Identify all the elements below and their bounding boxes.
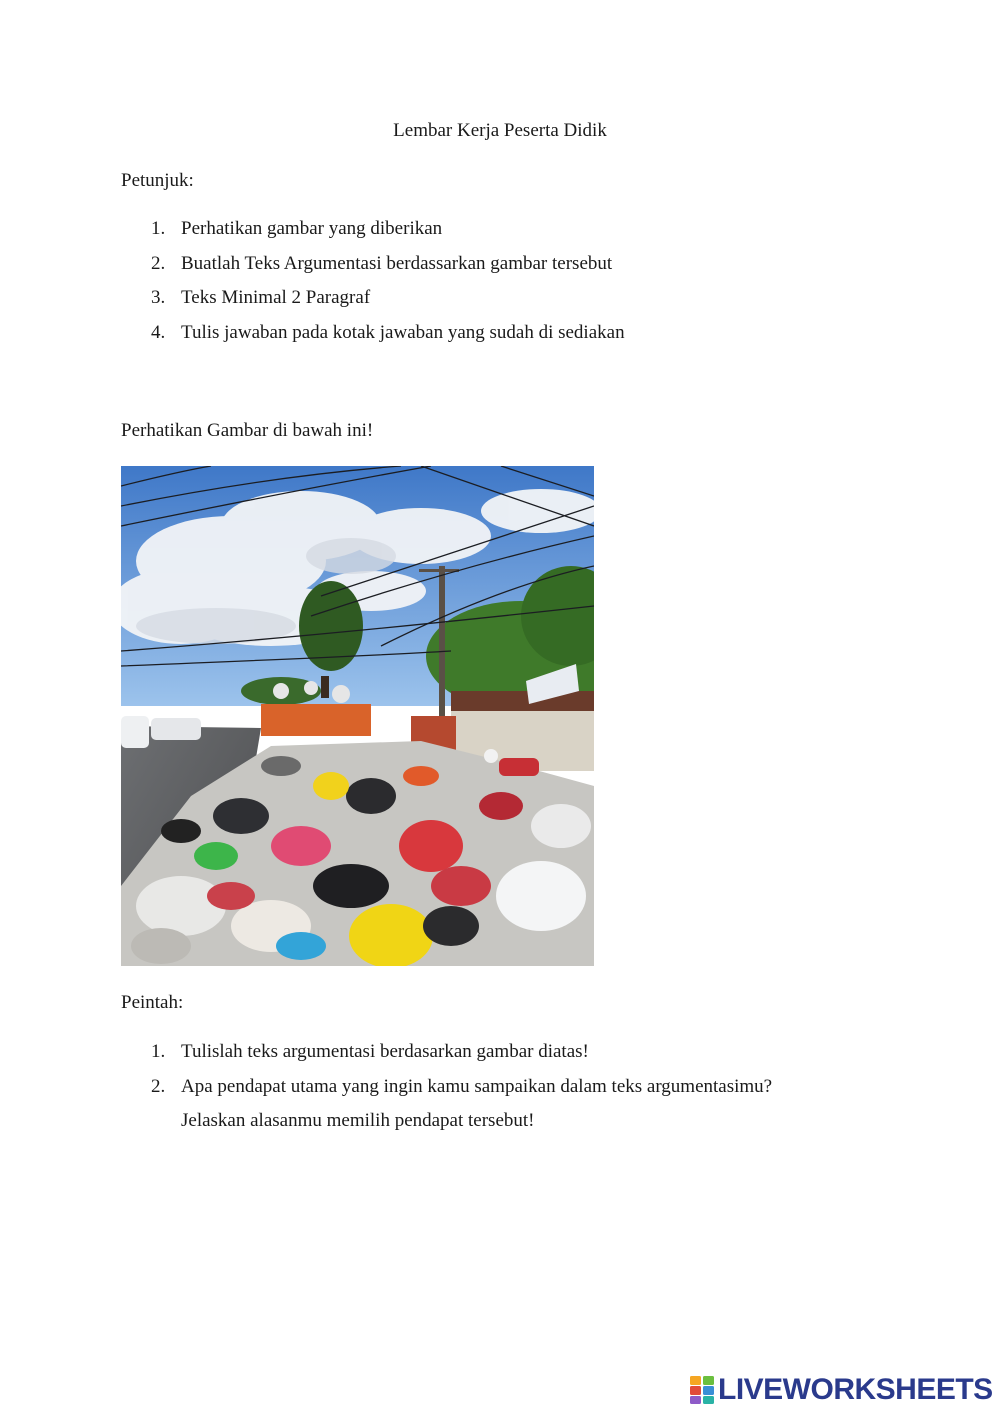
instructions-list xyxy=(121,212,881,350)
list-item xyxy=(121,247,881,282)
list-item xyxy=(121,212,881,247)
liveworksheets-logo-icon xyxy=(690,1376,714,1404)
list-item xyxy=(121,316,881,351)
list-text-continued: Jelaskan alasanmu memilih pendapat tersebut! xyxy=(181,1110,535,1131)
list-text: Apa pendapat utama yang ingin kamu sampaikan dalam teks argumentasimu? xyxy=(181,1075,773,1097)
list-number: 4. xyxy=(151,321,166,343)
list-number: 1. xyxy=(151,1041,166,1062)
list-text: Tulislah teks argumentasi berdasarkan gambar diatas! xyxy=(181,1041,589,1062)
list-number: 1. xyxy=(151,218,166,239)
list-text: Perhatikan gambar yang diberikan xyxy=(181,218,443,239)
list-number: 2. xyxy=(151,252,166,274)
list-item xyxy=(121,1035,881,1070)
image-prompt: Perhatikan Gambar di bawah ini! xyxy=(121,420,374,441)
page-title: Lembar Kerja Peserta Didik xyxy=(393,120,607,141)
list-number: 3. xyxy=(151,287,166,308)
list-item xyxy=(121,1070,881,1139)
instructions-label: Petunjuk: xyxy=(121,170,194,191)
garbage-pile-photo xyxy=(121,466,594,966)
list-text: Tulis jawaban pada kotak jawaban yang sudah di sediakan xyxy=(181,321,625,343)
list-text: Teks Minimal 2 Paragraf xyxy=(181,287,371,308)
list-number: 2. xyxy=(151,1075,166,1097)
commands-list xyxy=(121,1035,881,1139)
logo-text: LIVEWORKSHEETS xyxy=(718,1373,993,1406)
list-item xyxy=(121,281,881,316)
commands-label: Peintah: xyxy=(121,992,184,1013)
list-text: Buatlah Teks Argumentasi berdassarkan gambar tersebut xyxy=(181,252,613,274)
liveworksheets-logo[interactable] xyxy=(690,1372,993,1408)
